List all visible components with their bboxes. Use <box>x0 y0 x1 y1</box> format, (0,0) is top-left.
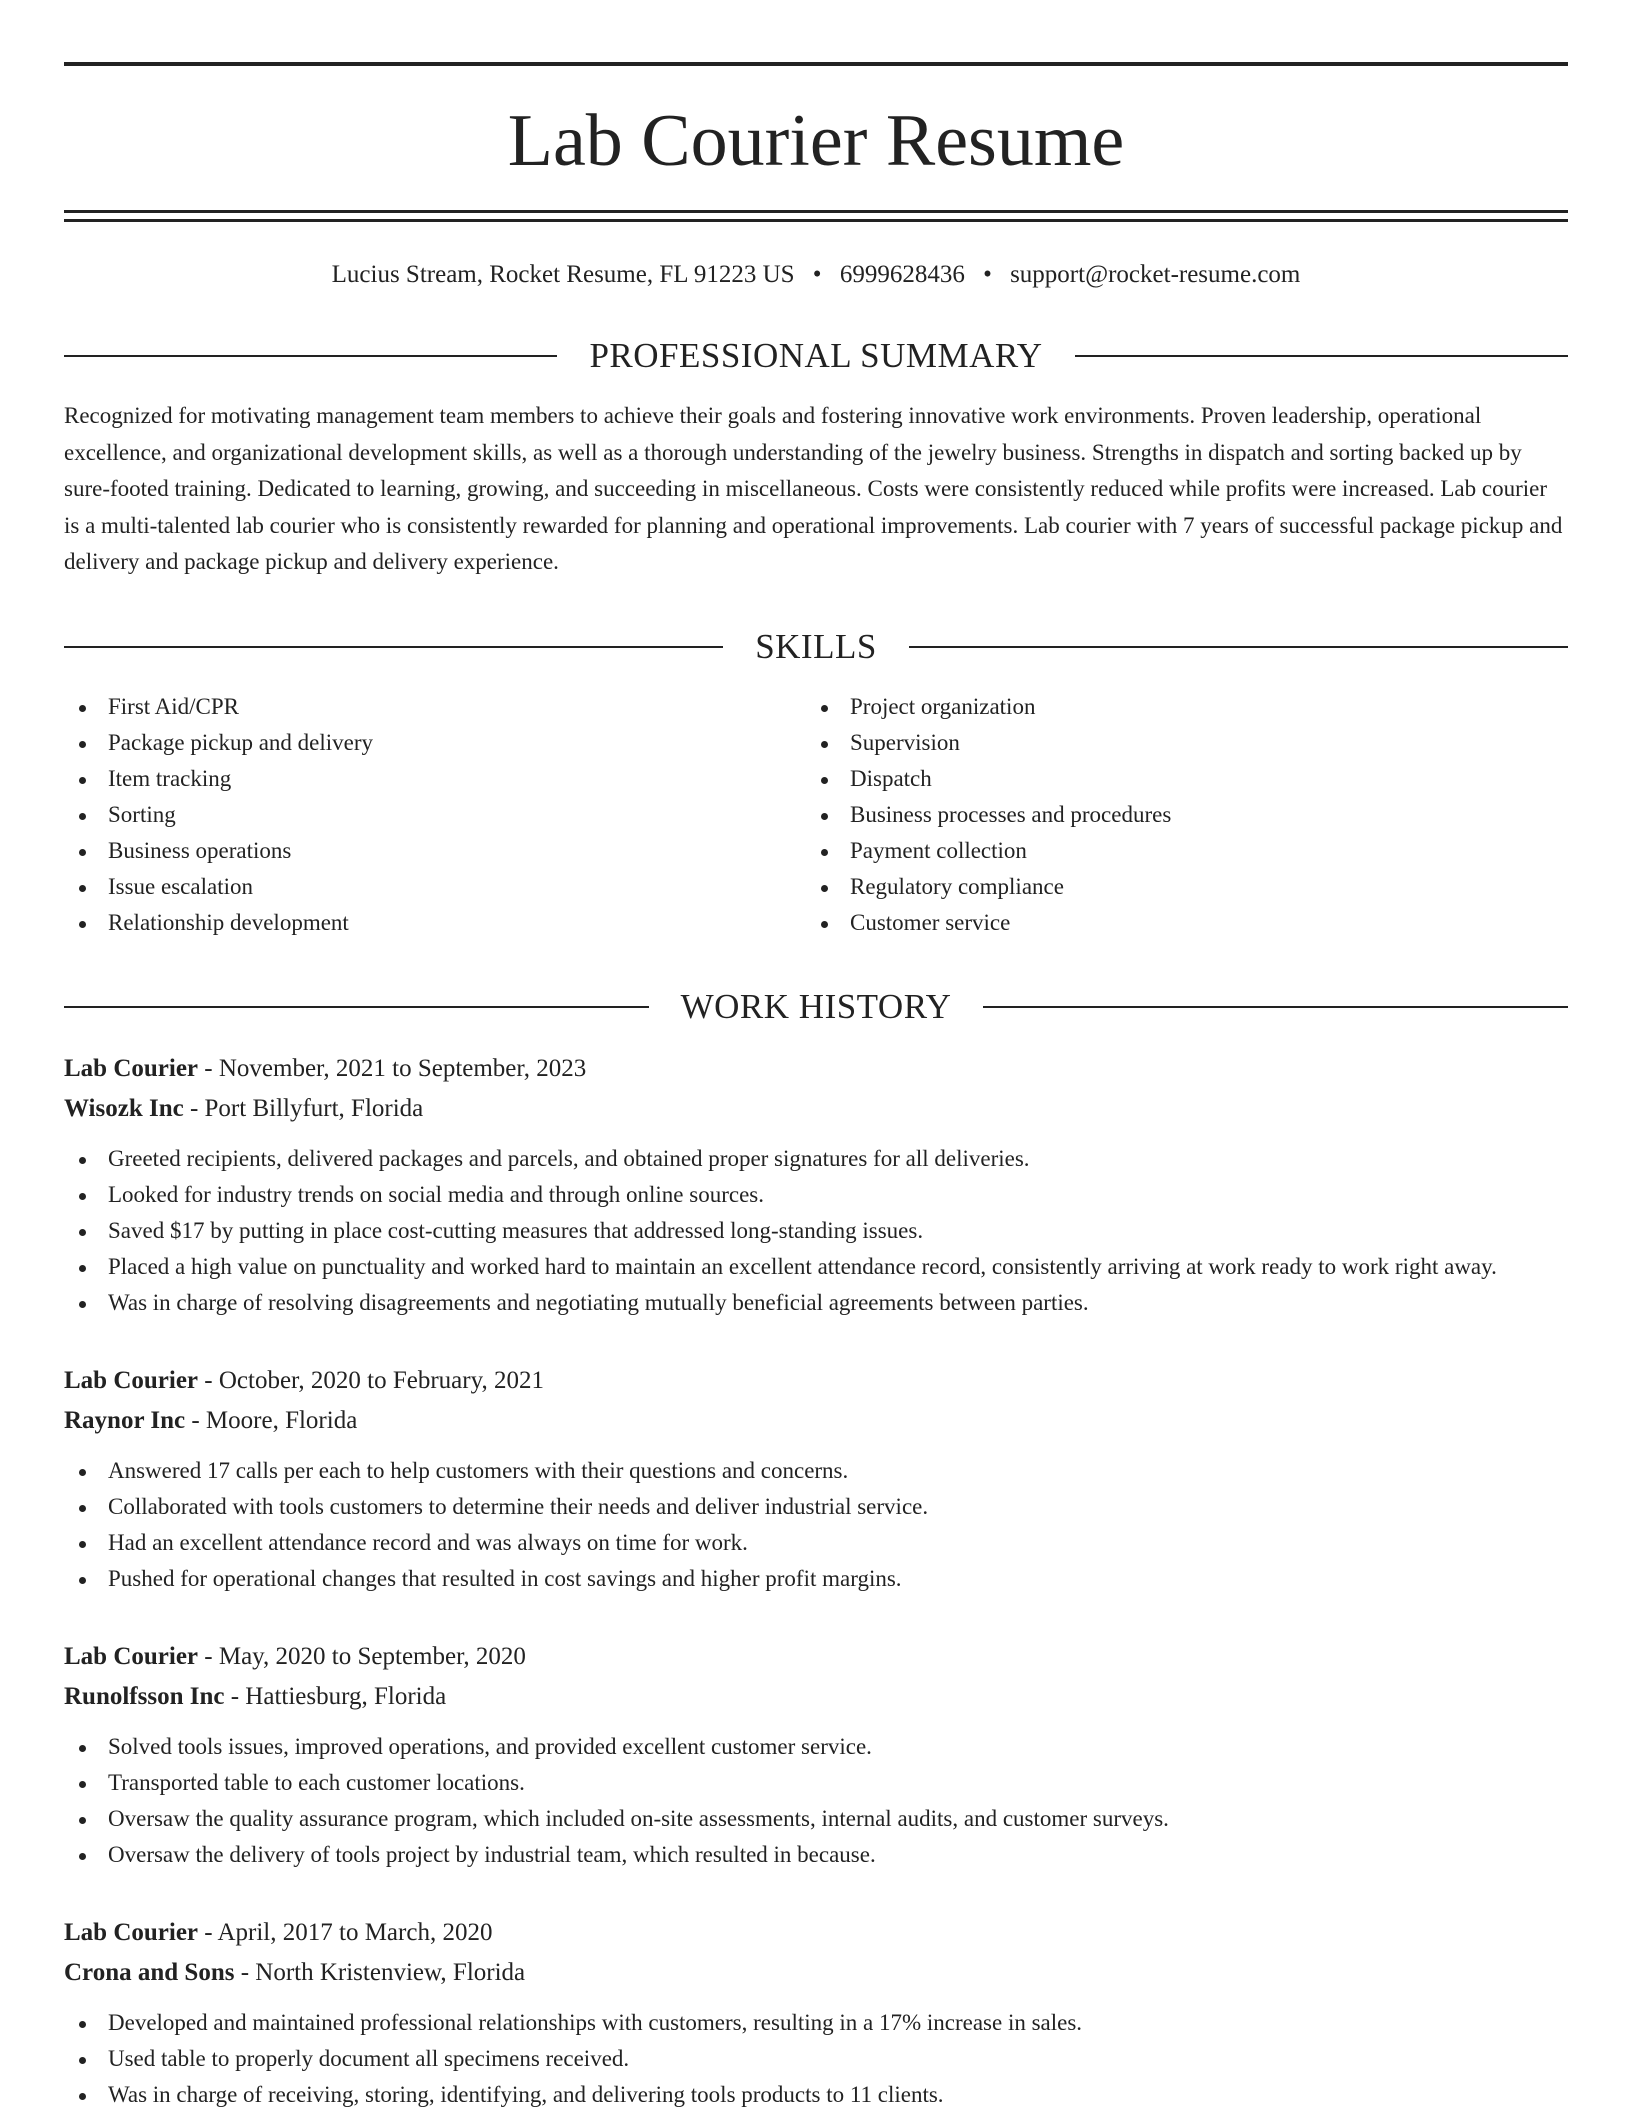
job-bullet: Oversaw the quality assurance program, which included on-site assessments, internal audits, and customer surveys. <box>64 1801 1568 1837</box>
job-bullet: Transported table to each customer locations. <box>64 1765 1568 1801</box>
job-title-line <box>64 1049 1568 1089</box>
job-company: Wisozk Inc <box>64 1094 184 1122</box>
job-title-line <box>64 1637 1568 1677</box>
skills-list <box>64 689 1568 941</box>
job-bullet: Answered 17 calls per each to help customers with their questions and concerns. <box>64 1453 1568 1489</box>
skill-item: Payment collection <box>806 833 1548 869</box>
skills-column-right <box>806 689 1548 941</box>
job-company-line <box>64 1953 1568 1993</box>
resume-page <box>64 62 1568 2112</box>
job-bullets <box>64 2005 1568 2112</box>
job-bullet: Solved tools issues, improved operations, and provided excellent customer service. <box>64 1729 1568 1765</box>
professional-summary: Recognized for motivating management team members to achieve their goals and fostering innovative work environments. Proven leadership, operational excellence, and organizational development skills, as well as a thorough understanding of the jewelry business. Strengths in dispatch and sorting backed up by sure-footed training. Dedicated to learning, growing, and succeeding in miscellaneous. Costs were consistently reduced while profits were increased. Lab courier is a multi-talented lab courier who is consistently rewarded for planning and operational improvements. Lab courier with 7 years of successful package pickup and delivery and package pickup and delivery experience. <box>64 403 1563 574</box>
job-entry <box>64 1913 1568 2112</box>
skill-item: Issue escalation <box>64 869 806 905</box>
job-bullet: Was in charge of resolving disagreements and negotiating mutually beneficial agreements between parties. <box>64 1285 1568 1321</box>
job-bullet: Developed and maintained professional relationships with customers, resulting in a 17% increase in sales. <box>64 2005 1568 2041</box>
skill-item: Customer service <box>806 905 1548 941</box>
job-bullet: Pushed for operational changes that resulted in cost savings and higher profit margins. <box>64 1561 1568 1597</box>
job-bullets <box>64 1729 1568 1873</box>
job-company-line <box>64 1677 1568 1717</box>
skill-item: Package pickup and delivery <box>64 725 806 761</box>
job-title-line <box>64 1913 1568 1953</box>
job-title-line <box>64 1361 1568 1401</box>
summary-section-heading <box>64 336 1568 376</box>
skills-heading: SKILLS <box>755 626 877 666</box>
contact-line <box>64 260 1568 290</box>
contact-separator: • <box>983 261 992 288</box>
job-bullet: Placed a high value on punctuality and worked hard to maintain an excellent attendance record, consistently arriving at work ready to work right away. <box>64 1249 1568 1285</box>
title-double-rule <box>64 210 1568 222</box>
job-bullet: Used table to properly document all specimens received. <box>64 2041 1568 2077</box>
resume-title: Lab Courier Resume <box>507 100 1125 182</box>
top-rule <box>64 62 1568 66</box>
skills-column-left <box>64 689 806 941</box>
summary-heading: PROFESSIONAL SUMMARY <box>589 336 1043 375</box>
skill-item: Item tracking <box>64 761 806 797</box>
job-location: - Moore, Florida <box>185 1406 358 1434</box>
skills-section-heading <box>64 627 1568 667</box>
work-history <box>64 1049 1568 2112</box>
job-entry <box>64 1049 1568 1321</box>
job-role: Lab Courier <box>64 1918 199 1946</box>
job-company-line <box>64 1089 1568 1129</box>
skill-item: Dispatch <box>806 761 1548 797</box>
job-dates: - November, 2021 to September, 2023 <box>198 1054 587 1082</box>
job-bullet: Greeted recipients, delivered packages and parcels, and obtained proper signatures for all deliveries. <box>64 1141 1568 1177</box>
skill-item: Sorting <box>64 797 806 833</box>
skill-item: Supervision <box>806 725 1548 761</box>
job-bullet: Had an excellent attendance record and was always on time for work. <box>64 1525 1568 1561</box>
contact-address: Lucius Stream, Rocket Resume, FL 91223 US <box>331 261 795 288</box>
skill-item: Regulatory compliance <box>806 869 1548 905</box>
job-entry <box>64 1361 1568 1597</box>
job-role: Lab Courier <box>64 1366 199 1394</box>
skill-item: Relationship development <box>64 905 806 941</box>
contact-phone: 6999628436 <box>839 261 965 288</box>
work-section-heading <box>64 987 1568 1027</box>
job-location: - Hattiesburg, Florida <box>224 1682 447 1710</box>
job-bullet: Looked for industry trends on social media and through online sources. <box>64 1177 1568 1213</box>
job-role: Lab Courier <box>64 1054 199 1082</box>
job-entry <box>64 1637 1568 1873</box>
job-dates: - October, 2020 to February, 2021 <box>198 1366 544 1394</box>
job-bullet: Collaborated with tools customers to determine their needs and deliver industrial service. <box>64 1489 1568 1525</box>
contact-email: support@rocket-resume.com <box>1010 261 1301 288</box>
skill-item: Business operations <box>64 833 806 869</box>
job-bullet: Was in charge of receiving, storing, identifying, and delivering tools products to 11 clients. <box>64 2077 1568 2112</box>
job-location: - North Kristenview, Florida <box>234 1958 526 1986</box>
job-company: Crona and Sons <box>64 1958 235 1986</box>
job-dates: - May, 2020 to September, 2020 <box>198 1642 526 1670</box>
work-heading: WORK HISTORY <box>680 986 952 1026</box>
job-role: Lab Courier <box>64 1642 199 1670</box>
skill-item: Business processes and procedures <box>806 797 1548 833</box>
job-company: Raynor Inc <box>64 1406 186 1434</box>
job-bullets <box>64 1453 1568 1597</box>
skill-item: Project organization <box>806 689 1548 725</box>
skill-item: First Aid/CPR <box>64 689 806 725</box>
job-bullets <box>64 1141 1568 1321</box>
job-company-line <box>64 1401 1568 1441</box>
contact-separator: • <box>812 261 822 288</box>
job-location: - Port Billyfurt, Florida <box>183 1094 424 1122</box>
job-dates: - April, 2017 to March, 2020 <box>198 1918 493 1946</box>
job-bullet: Saved $17 by putting in place cost-cutting measures that addressed long-standing issues. <box>64 1213 1568 1249</box>
job-bullet: Oversaw the delivery of tools project by industrial team, which resulted in because. <box>64 1837 1568 1873</box>
job-company: Runolfsson Inc <box>64 1682 225 1710</box>
